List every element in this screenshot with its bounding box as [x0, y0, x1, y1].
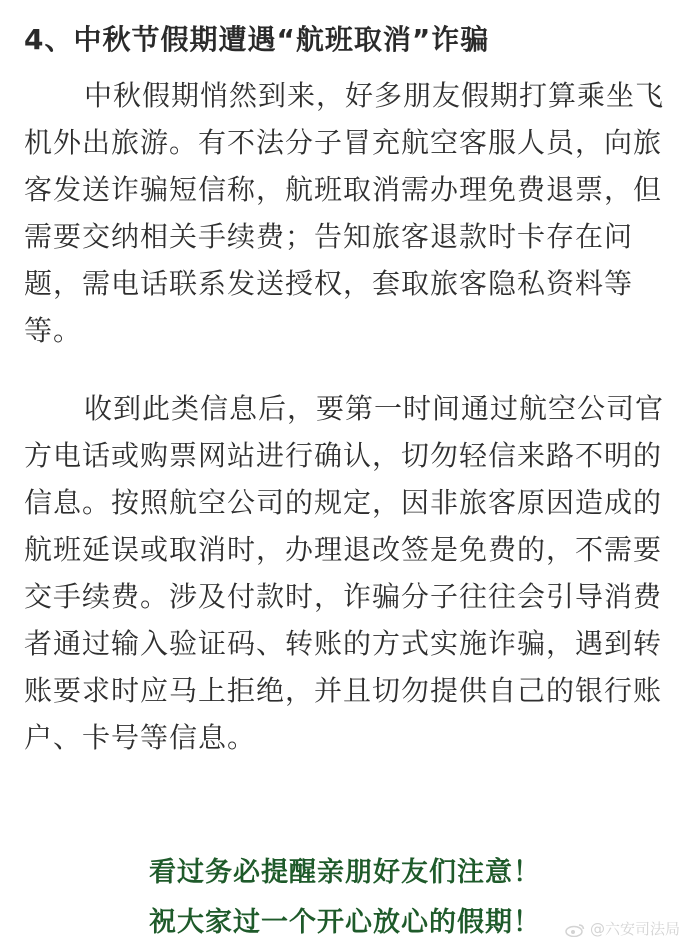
closing-wishes: 祝大家过一个开心放心的假期！ [149, 907, 541, 938]
weibo-icon [565, 923, 585, 937]
closing-reminder: 看过务必提醒亲朋好友们注意！ [149, 857, 541, 888]
weibo-watermark [565, 918, 680, 939]
section-heading: 4、中秋节假期遭遇“航班取消”诈骗 [24, 23, 490, 56]
paragraph-text: 收到此类信息后，要第一时间通过航空公司官方电话或购票网站进行确认，切勿轻信来路不明的信息。按照航空公司的规定，因非旅客原因造成的航班延误或取消时，办理退改签是免费的，不需要交手续费。涉及付款时，诈骗分子往往会引导消费者通过输入验证码、转账的方式实施诈骗，遇到转账要求时应马上拒绝，并且切勿提供自己的银行账户、卡号等信息。 [24, 392, 665, 754]
paragraph-scam-description [24, 72, 669, 354]
paragraph-advice [24, 385, 669, 761]
paragraph-text: 中秋假期悄然到来，好多朋友假期打算乘坐飞机外出旅游。有不法分子冒充航空客服人员，向旅客发送诈骗短信称，航班取消需办理免费退票，但需要交纳相关手续费；告知旅客退款时卡存在问题，需电话联系发送授权，套取旅客隐私资料等等。 [24, 79, 665, 347]
watermark-text: @六安司法局 [589, 920, 680, 938]
